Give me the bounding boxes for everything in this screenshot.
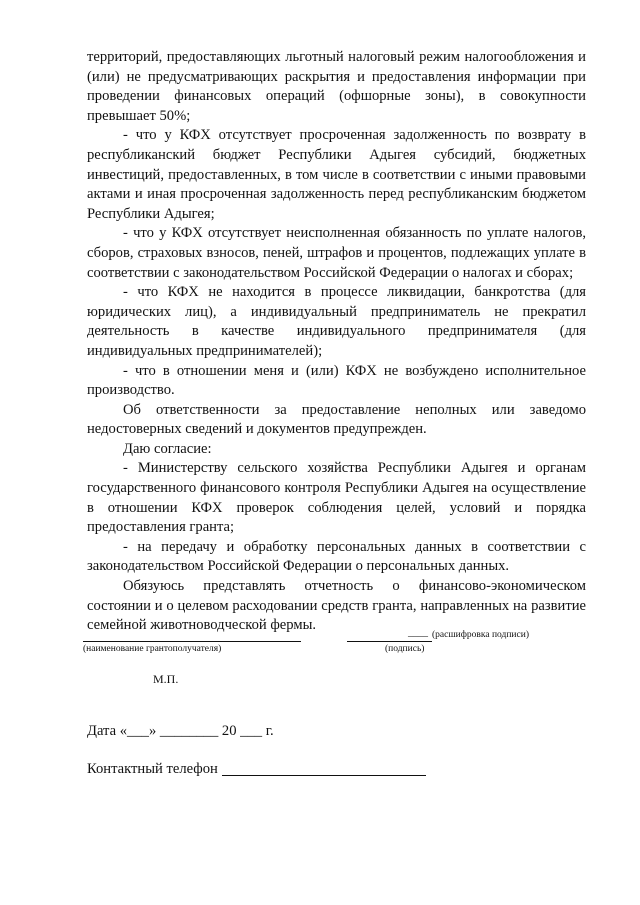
paragraph-no-tax-debt: - что у КФХ отсутствует неисполненная обязанность по уплате налогов, сборов, страховых взносов, пеней, штрафов и процентов, подлежащих уплате в соответствии с законодательством Российской Федерации о налогах и сборах; — [87, 225, 586, 281]
paragraph-consent-inspections: - Министерству сельского хозяйства Республики Адыгея и органам государственного финансового контроля Республики Адыгея на осуществление в отношении КФХ проверок соблюдения целей, условий и порядка предоставления гранта; — [87, 460, 586, 536]
decoding-blank: ____ — [408, 627, 428, 638]
date-line — [87, 723, 274, 740]
date-month-blank: ________ — [159, 723, 219, 739]
recipient-name-caption: (наименование грантополучателя) — [83, 644, 222, 654]
paragraph-consent-heading: Даю согласие: — [123, 440, 212, 457]
recipient-name-line — [83, 641, 301, 642]
date-day-blank: ___ — [127, 723, 149, 739]
signature-line — [347, 641, 432, 642]
paragraph-responsibility: Об ответственности за предоставление неполных или заведомо недостоверных сведений и документов предупрежден. — [87, 401, 586, 438]
date-suffix: г. — [265, 723, 274, 739]
document-body — [87, 48, 586, 636]
paragraph-no-budget-debt: - что у КФХ отсутствует просроченная задолженность по возврату в республиканский бюджет Республики Адыгея субсидий, бюджетных инвестиций, предоставленных, в том числе в соответствии с иными правовыми актами и иная просроченная задолженность перед республиканским бюджетом Республики Адыгея; — [87, 127, 586, 222]
decoding-caption: (расшифровка подписи) — [432, 630, 529, 640]
date-close-quote: » — [148, 723, 157, 739]
stamp-placeholder: М.П. — [153, 672, 179, 686]
contact-phone-row — [87, 761, 218, 778]
signature-caption: (подпись) — [385, 644, 425, 654]
contact-phone-label: Контактный телефон — [87, 761, 218, 777]
contact-phone-line — [222, 775, 426, 776]
paragraph-consent-personal-data: - на передачу и обработку персональных данных в соответствии с законодательством Российской Федерации о персональных данных. — [87, 538, 586, 575]
paragraph-reporting-obligation: Обязуюсь представлять отчетность о финансово-экономическом состоянии и о целевом расходовании средств гранта, направленных на развитие семейной животноводческой фермы. — [87, 578, 586, 634]
date-prefix: Дата « — [87, 723, 128, 739]
paragraph-no-enforcement: - что в отношении меня и (или) КФХ не возбуждено исполнительное производство. — [87, 362, 586, 399]
date-year-blank: ___ — [240, 723, 263, 739]
date-year-prefix: 20 — [221, 723, 237, 739]
paragraph-offshore: территорий, предоставляющих льготный налоговый режим налогообложения и (или) не предусматривающих раскрытия и предоставления информации при проведении финансовых операций (офшорные зоны), в совокупности превышает 50%; — [87, 49, 586, 124]
paragraph-no-liquidation: - что КФХ не находится в процессе ликвидации, банкротства (для юридических лиц), а индивидуальный предприниматель не прекратил деятельность в качестве индивидуального предпринимателя (для индивидуальных предпринимателей); — [87, 284, 586, 359]
